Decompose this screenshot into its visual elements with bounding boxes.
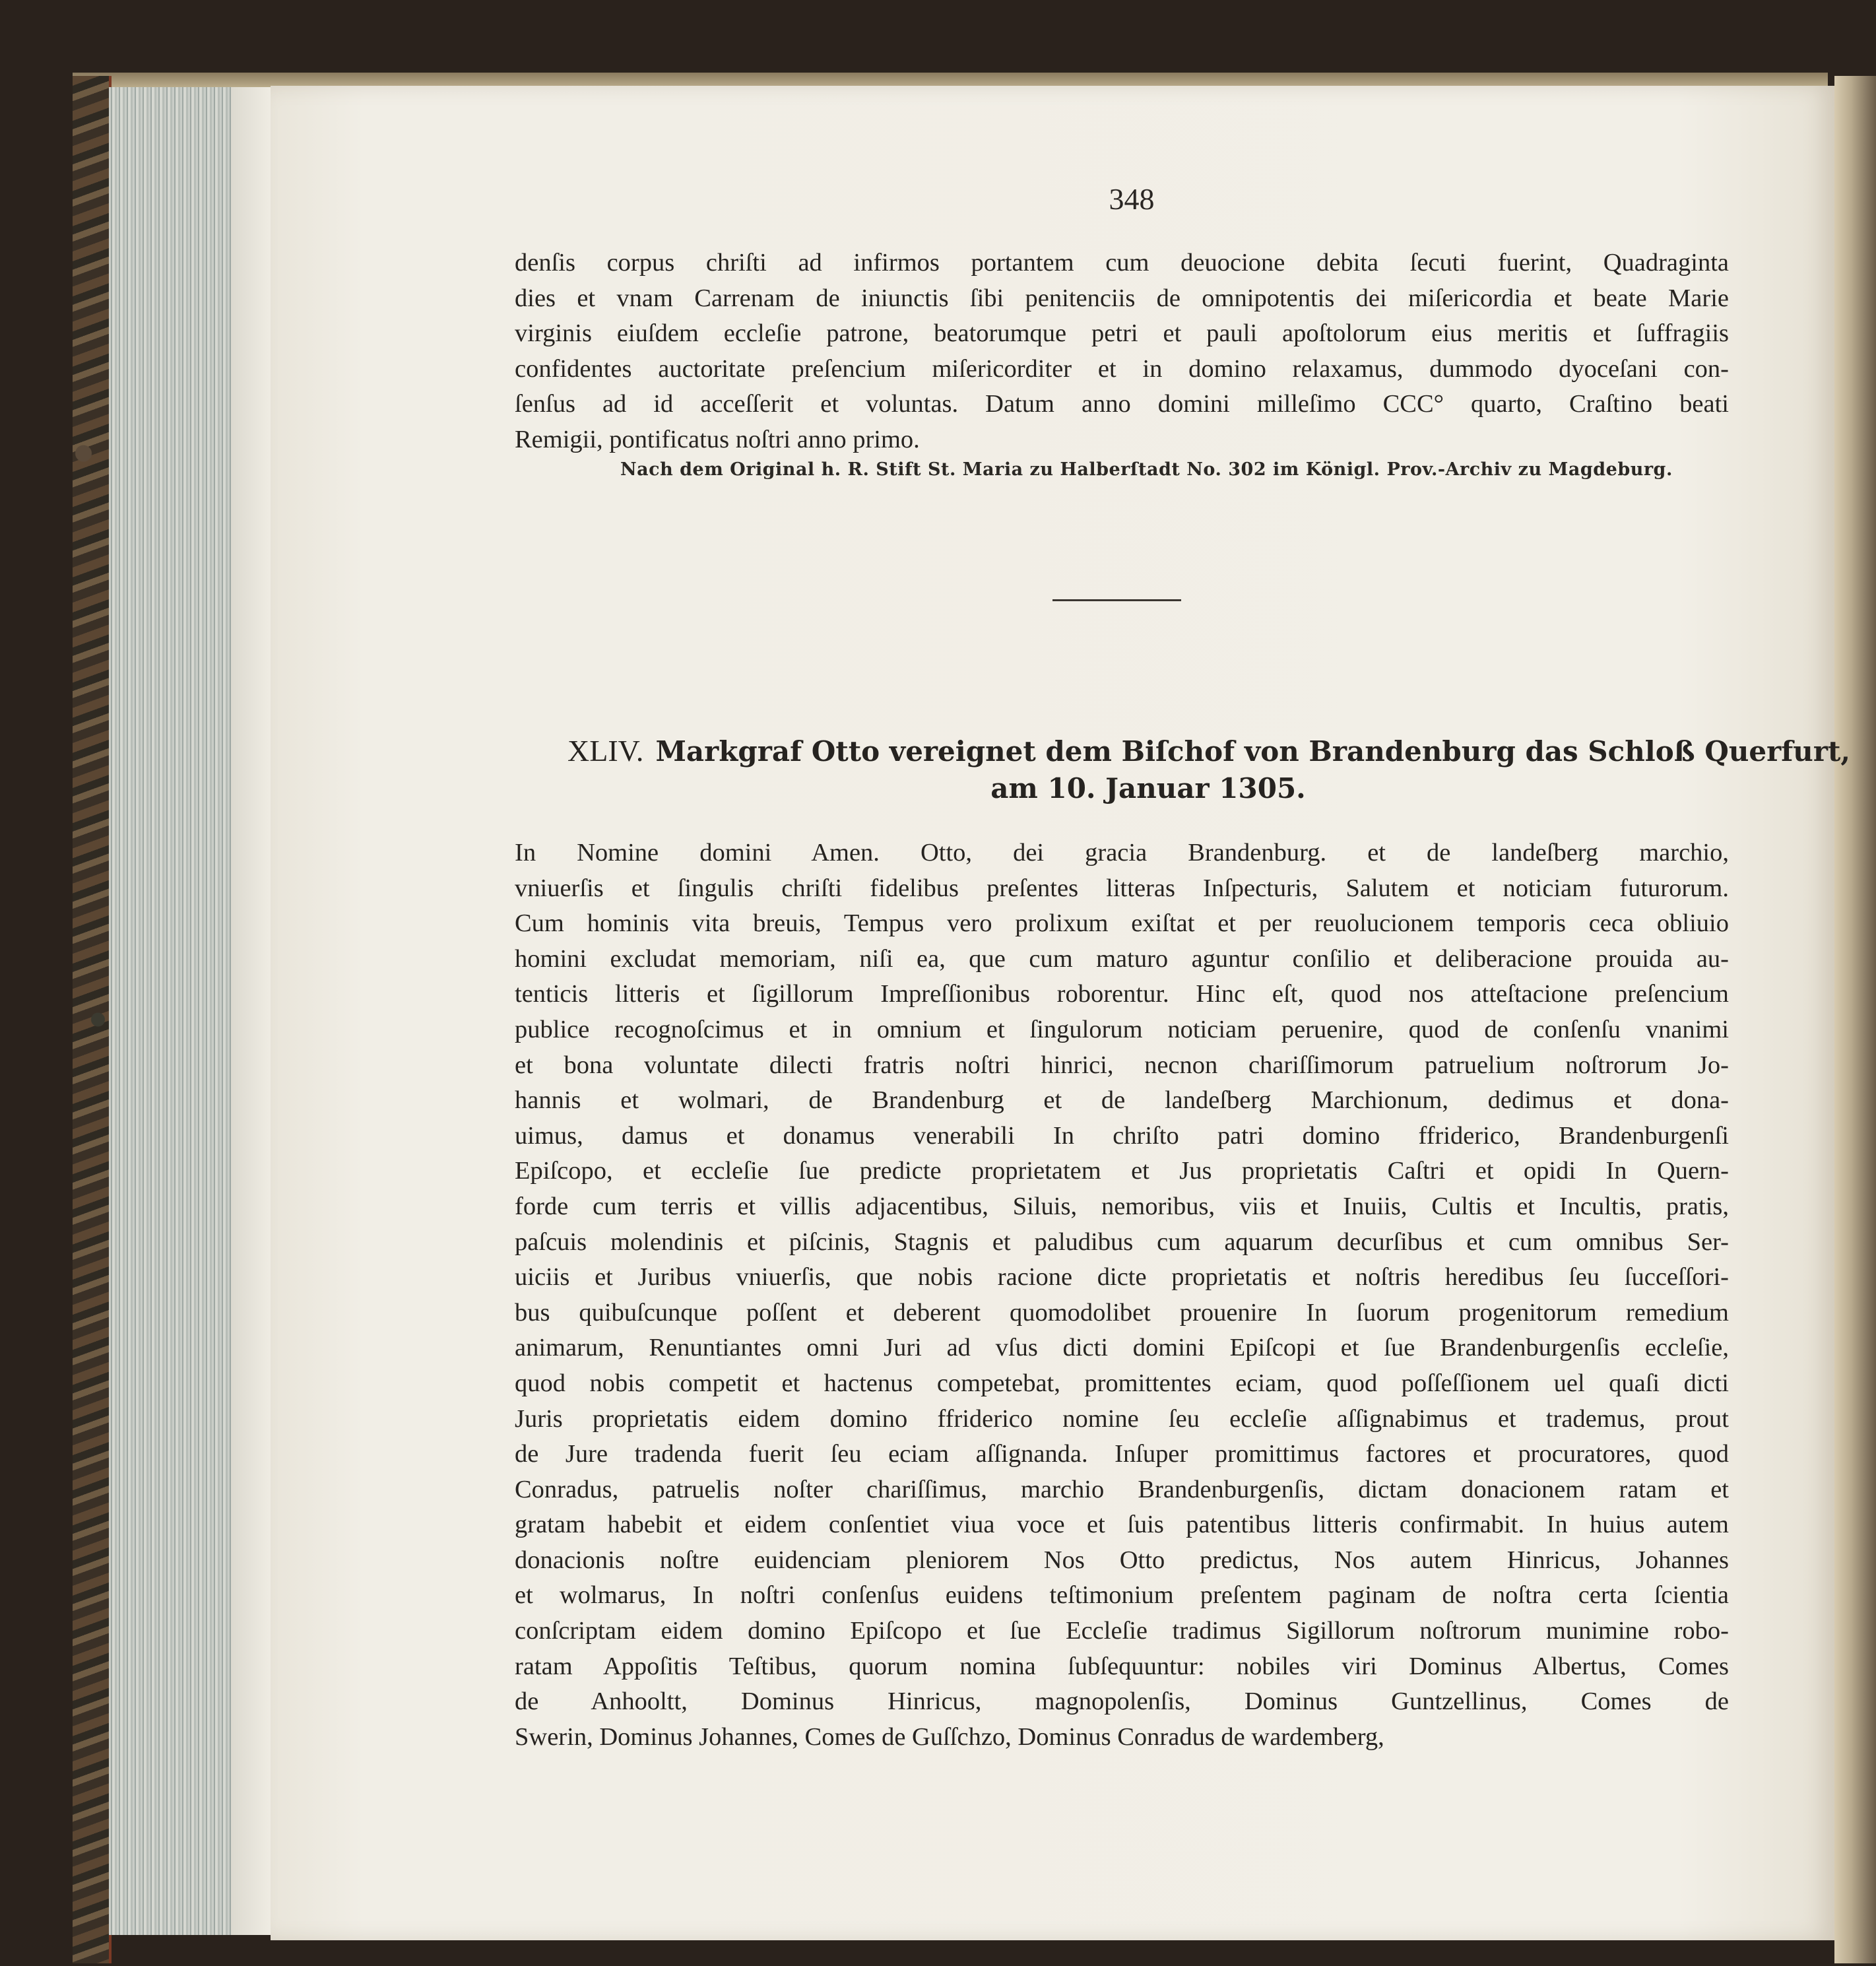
main-line: conſcriptam eidem domino Epiſcopo et ſue Eccleſie tradimus Sigillorum noſtrorum munimine robo- xyxy=(515,1617,1729,1645)
main-paragraph-text xyxy=(515,836,1729,1755)
main-line: tenticis litteris et ſigillorum Impreſſionibus roborentur. Hinc eſt, quod nos atteſtacione preſencium xyxy=(515,980,1729,1008)
main-line: paſcuis molendinis et piſcinis, Stagnis et paludibus cum aquarum decurſibus et cum omnibus Ser- xyxy=(515,1228,1729,1256)
main-line: forde cum terris et villis adjacentibus, Siluis, nemoribus, viis et Inuiis, Cultis et Incultis, pratis, xyxy=(515,1192,1729,1220)
main-line: quod nobis competit et hactenus competebat, promittentes eciam, quod poſſeſſionem uel quaſi dicti xyxy=(515,1369,1729,1397)
top-line: virginis eiuſdem eccleſie patrone, beatorumque petri et pauli apoſtolorum eius meritis et ſuffragiis xyxy=(515,319,1729,348)
top-line: Remigii, pontificatus noſtri anno primo. xyxy=(515,425,920,453)
document-date: am 10. Januar 1305. xyxy=(990,772,1306,804)
main-line: homini excludat memoriam, niſi ea, que cum maturo aguntur conſilio et deliberacione prouida au- xyxy=(515,944,1729,973)
main-line: uiciis et Juribus vniuerſis, que nobis racione dicte proprietatis et noſtris heredibus ſeu ſucceſſori- xyxy=(515,1263,1729,1292)
main-line: Cum hominis vita breuis, Tempus vero prolixum exiſtat et per reuolucionem temporis ceca obliuio xyxy=(515,909,1729,938)
main-line: In Nomine domini Amen. Otto, dei gracia Brandenburg. et de landeſberg marchio, xyxy=(515,839,1729,867)
main-line: animarum, Renuntiantes omni Juri ad vſus dicti domini Epiſcopi et ſue Brandenburgenſis eccleſie, xyxy=(515,1334,1729,1362)
main-line: de Anhooltt, Dominus Hinricus, magnopolenſis, Dominus Guntzellinus, Comes de xyxy=(515,1687,1729,1716)
heading-line-1 xyxy=(567,733,1850,770)
document-number: XLIV. xyxy=(567,734,644,768)
main-line: donacionis noſtre euidenciam pleniorem Nos Otto predictus, Nos autem Hinricus, Johannes xyxy=(515,1546,1729,1574)
main-line: de Jure tradenda fuerit ſeu eciam aſſignanda. Inſuper promittimus factores et procuratores, quod xyxy=(515,1440,1729,1468)
book-cover-top-edge xyxy=(73,73,1828,87)
source-note: Nach dem Original h. R. Stift St. Maria zu Halberſtadt No. 302 im Königl. Prov.-Archiv zu Magdeburg. xyxy=(620,459,1673,480)
main-line: Swerin, Dominus Johannes, Comes de Guſſchzo, Dominus Conradus de wardemberg, xyxy=(515,1722,1384,1751)
main-line: Juris proprietatis eidem domino ffriderico nomine ſeu eccleſie aſſignabimus et trademus, prout xyxy=(515,1404,1729,1433)
main-line: Conradus, patruelis noſter chariſſimus, marchio Brandenburgenſis, dictam donacionem ratam et xyxy=(515,1475,1729,1503)
book-gutter xyxy=(1834,76,1876,1963)
main-line: vniuerſis et ſingulis chriſti fidelibus preſentes litteras Inſpecturis, Salutem et noticiam futurorum. xyxy=(515,874,1729,902)
top-line: denſis corpus chriſti ad infirmos portantem cum deuocione debita ſecuti fuerint, Quadraginta xyxy=(515,249,1729,277)
main-line: bus quibuſcunque poſſent et deberent quomodolibet prouenire In ſuorum progenitorum remedium xyxy=(515,1298,1729,1327)
main-paragraph xyxy=(515,836,1729,1755)
section-divider xyxy=(1052,599,1181,601)
document-heading xyxy=(567,733,1850,807)
document-title: Markgraf Otto vereignet dem Biſchof von Brandenburg das Schloß Querfurt, xyxy=(655,735,1850,768)
main-line: Epiſcopo, et eccleſie ſue predicte proprietatem et Jus proprietatis Caſtri et opidi In Quern- xyxy=(515,1157,1729,1185)
main-line: publice recognoſcimus et in omnium et ſingulorum noticiam peruenire, quod de conſenſu vnanimi xyxy=(515,1015,1729,1043)
top-line: confidentes auctoritate preſencium miſericorditer et in domino relaxamus, dummodo dyoceſani con- xyxy=(515,354,1729,383)
top-line: dies et vnam Carrenam de iniunctis ſibi penitenciis de omnipotentis dei miſericordia et beate Marie xyxy=(515,284,1729,312)
top-paragraph-text xyxy=(515,246,1729,458)
main-line: ratam Appoſitis Teſtibus, quorum nomina ſubſequuntur: nobiles viri Dominus Albertus, Comes xyxy=(515,1652,1729,1680)
top-line: ſenſus ad id acceſſerit et voluntas. Datum anno domini milleſimo CCC° quarto, Craſtino beati xyxy=(515,390,1729,418)
page-number: 348 xyxy=(1109,182,1155,216)
top-paragraph xyxy=(515,246,1729,458)
main-line: uimus, damus et donamus venerabili In chriſto patri domino ffriderico, Brandenburgenſi xyxy=(515,1121,1729,1150)
page-stack-edge xyxy=(109,87,271,1935)
main-line: et wolmarus, In noſtri conſenſus euidens teſtimonium preſentem paginam de noſtra certa ſcientia xyxy=(515,1581,1729,1610)
main-line: et bona voluntate dilecti fratris noſtri hinrici, necnon chariſſimorum patruelium noſtrorum Jo- xyxy=(515,1051,1729,1079)
main-line: hannis et wolmari, de Brandenburg et de landeſberg Marchionum, dedimus et dona- xyxy=(515,1086,1729,1115)
marbled-cover xyxy=(73,76,112,1963)
main-line: gratam habebit et eidem conſentiet viua voce et ſuis patentibus litteris confirmabit. In huius autem xyxy=(515,1511,1729,1539)
